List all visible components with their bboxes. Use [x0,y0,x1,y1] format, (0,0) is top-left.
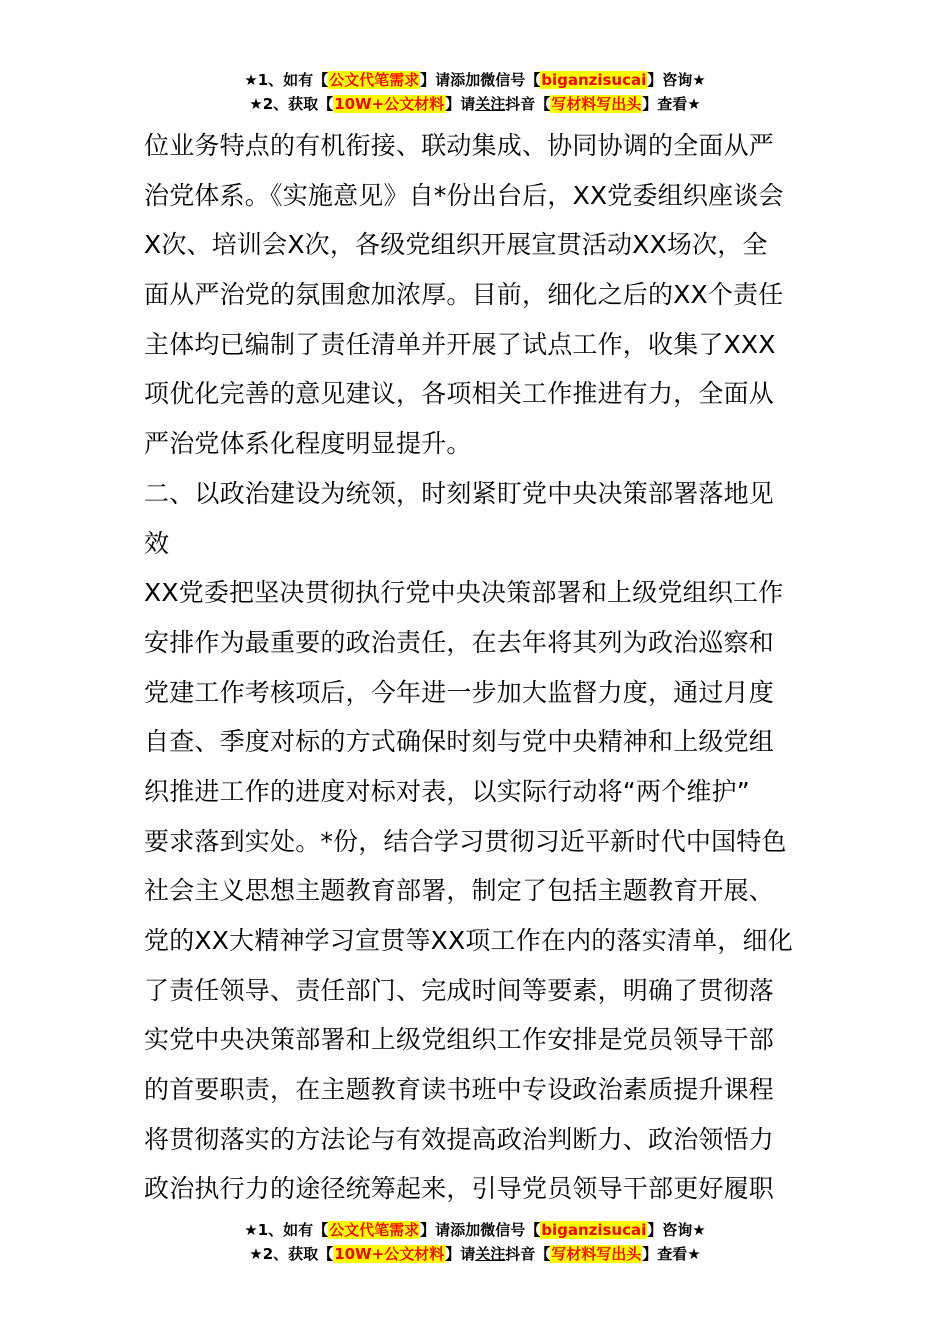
footer-line2-prefix: ★2、获取【 [249,1245,334,1263]
body-line: 项优化完善的意见建议，各项相关工作推进有力，全面从 [144,379,775,409]
header-promo-line-1 [0,70,950,90]
body-line: 党建工作考核项后，今年进一步加大监督力度，通过月度 [144,677,775,707]
body-line: XX党委把坚决贯彻执行党中央决策部署和上级党组织工作 [144,578,784,608]
header-line1-mid2: 微信号【 [480,71,541,89]
footer-line1-highlight-wechat: biganzisucai [541,1221,647,1239]
footer-promo-line-2 [0,1244,950,1264]
footer-line2-suffix: 】查看★ [642,1245,701,1263]
header-line1-highlight-service: 公文代笔需求 [329,71,420,89]
footer-line1-highlight-service: 公文代笔需求 [329,1221,420,1239]
header-line2-underline-word: 关注 [475,95,506,113]
header-line2-mid1: 】请 [445,95,476,113]
body-line: 自查、季度对标的方式确保时刻与党中央精神和上级党组 [144,727,775,757]
section-heading-line: 效 [144,528,170,558]
body-line: 主体均已编制了责任清单并开展了试点工作，收集了XXX [144,329,776,359]
body-line: 党的XX大精神学习宣贯等XX项工作在内的落实清单，细化 [144,926,793,955]
header-line1-mid1: 】请添 [420,71,466,89]
body-line: 了责任领导、责任部门、完成时间等要素，明确了贯彻落 [144,975,775,1005]
header-promo-line-2 [0,94,950,114]
body-line: 政治执行力的途径统筹起来，引导党员领导干部更好履职 [144,1174,775,1204]
footer-line1-suffix: 】咨询★ [647,1221,706,1239]
header-line2-highlight-materials: 10W+公文材料 [334,95,445,113]
body-line: 的首要职责，在主题教育读书班中专设政治素质提升课程 [144,1075,775,1105]
footer-line1-mid2: 微信号【 [480,1221,541,1239]
body-line: X次、培训会X次，各级党组织开展宣贯活动XX场次，全 [144,230,768,260]
footer-line2-mid1: 】请 [445,1245,476,1263]
body-line: 位业务特点的有机衔接、联动集成、协同协调的全面从严 [144,131,775,160]
body-line: 面从严治党的氛围愈加浓厚。目前，细化之后的XX个责任 [144,280,784,310]
body-line: 织推进工作的进度对标对表，以实际行动将“两个维护” [144,776,750,806]
footer-line2-highlight-douyin: 写材料写出头 [551,1245,642,1263]
footer-line2-highlight-materials: 10W+公文材料 [334,1245,445,1263]
footer-line1-bold-word: 加 [465,1221,481,1239]
document-body [144,121,824,1214]
body-line: 实党中央决策部署和上级党组织工作安排是党员领导干部 [144,1025,775,1055]
header-line2-prefix: ★2、获取【 [249,95,334,113]
header-line2-highlight-douyin: 写材料写出头 [551,95,642,113]
footer-line2-underline-word: 关注 [475,1245,506,1263]
footer-promo-line-1 [0,1220,950,1240]
header-line1-prefix: ★1、如有【 [244,71,329,89]
header-line2-suffix: 】查看★ [642,95,701,113]
body-line: 社会主义思想主题教育部署，制定了包括主题教育开展、 [144,876,775,906]
header-line1-suffix: 】咨询★ [647,71,706,89]
body-line: 安排作为最重要的政治责任，在去年将其列为政治巡察和 [144,627,775,657]
body-line: 要求落到实处。*份，结合学习贯彻习近平新时代中国特色 [144,826,787,856]
header-line1-highlight-wechat: biganzisucai [541,71,647,89]
body-line: 将贯彻落实的方法论与有效提高政治判断力、政治领悟力 [144,1124,775,1154]
body-line: 严治党体系化程度明显提升。 [144,429,472,459]
header-line2-mid2: 抖音【 [505,95,551,113]
section-heading-line: 二、以政治建设为统领，时刻紧盯党中央决策部署落地见 [144,478,775,508]
footer-line2-mid2: 抖音【 [505,1245,551,1263]
footer-line1-mid1: 】请添 [420,1221,466,1239]
footer-line1-prefix: ★1、如有【 [244,1221,329,1239]
body-line: 治党体系。《实施意见》自*份出台后，XX党委组织座谈会 [144,180,784,210]
header-line1-bold-word: 加 [465,71,481,89]
